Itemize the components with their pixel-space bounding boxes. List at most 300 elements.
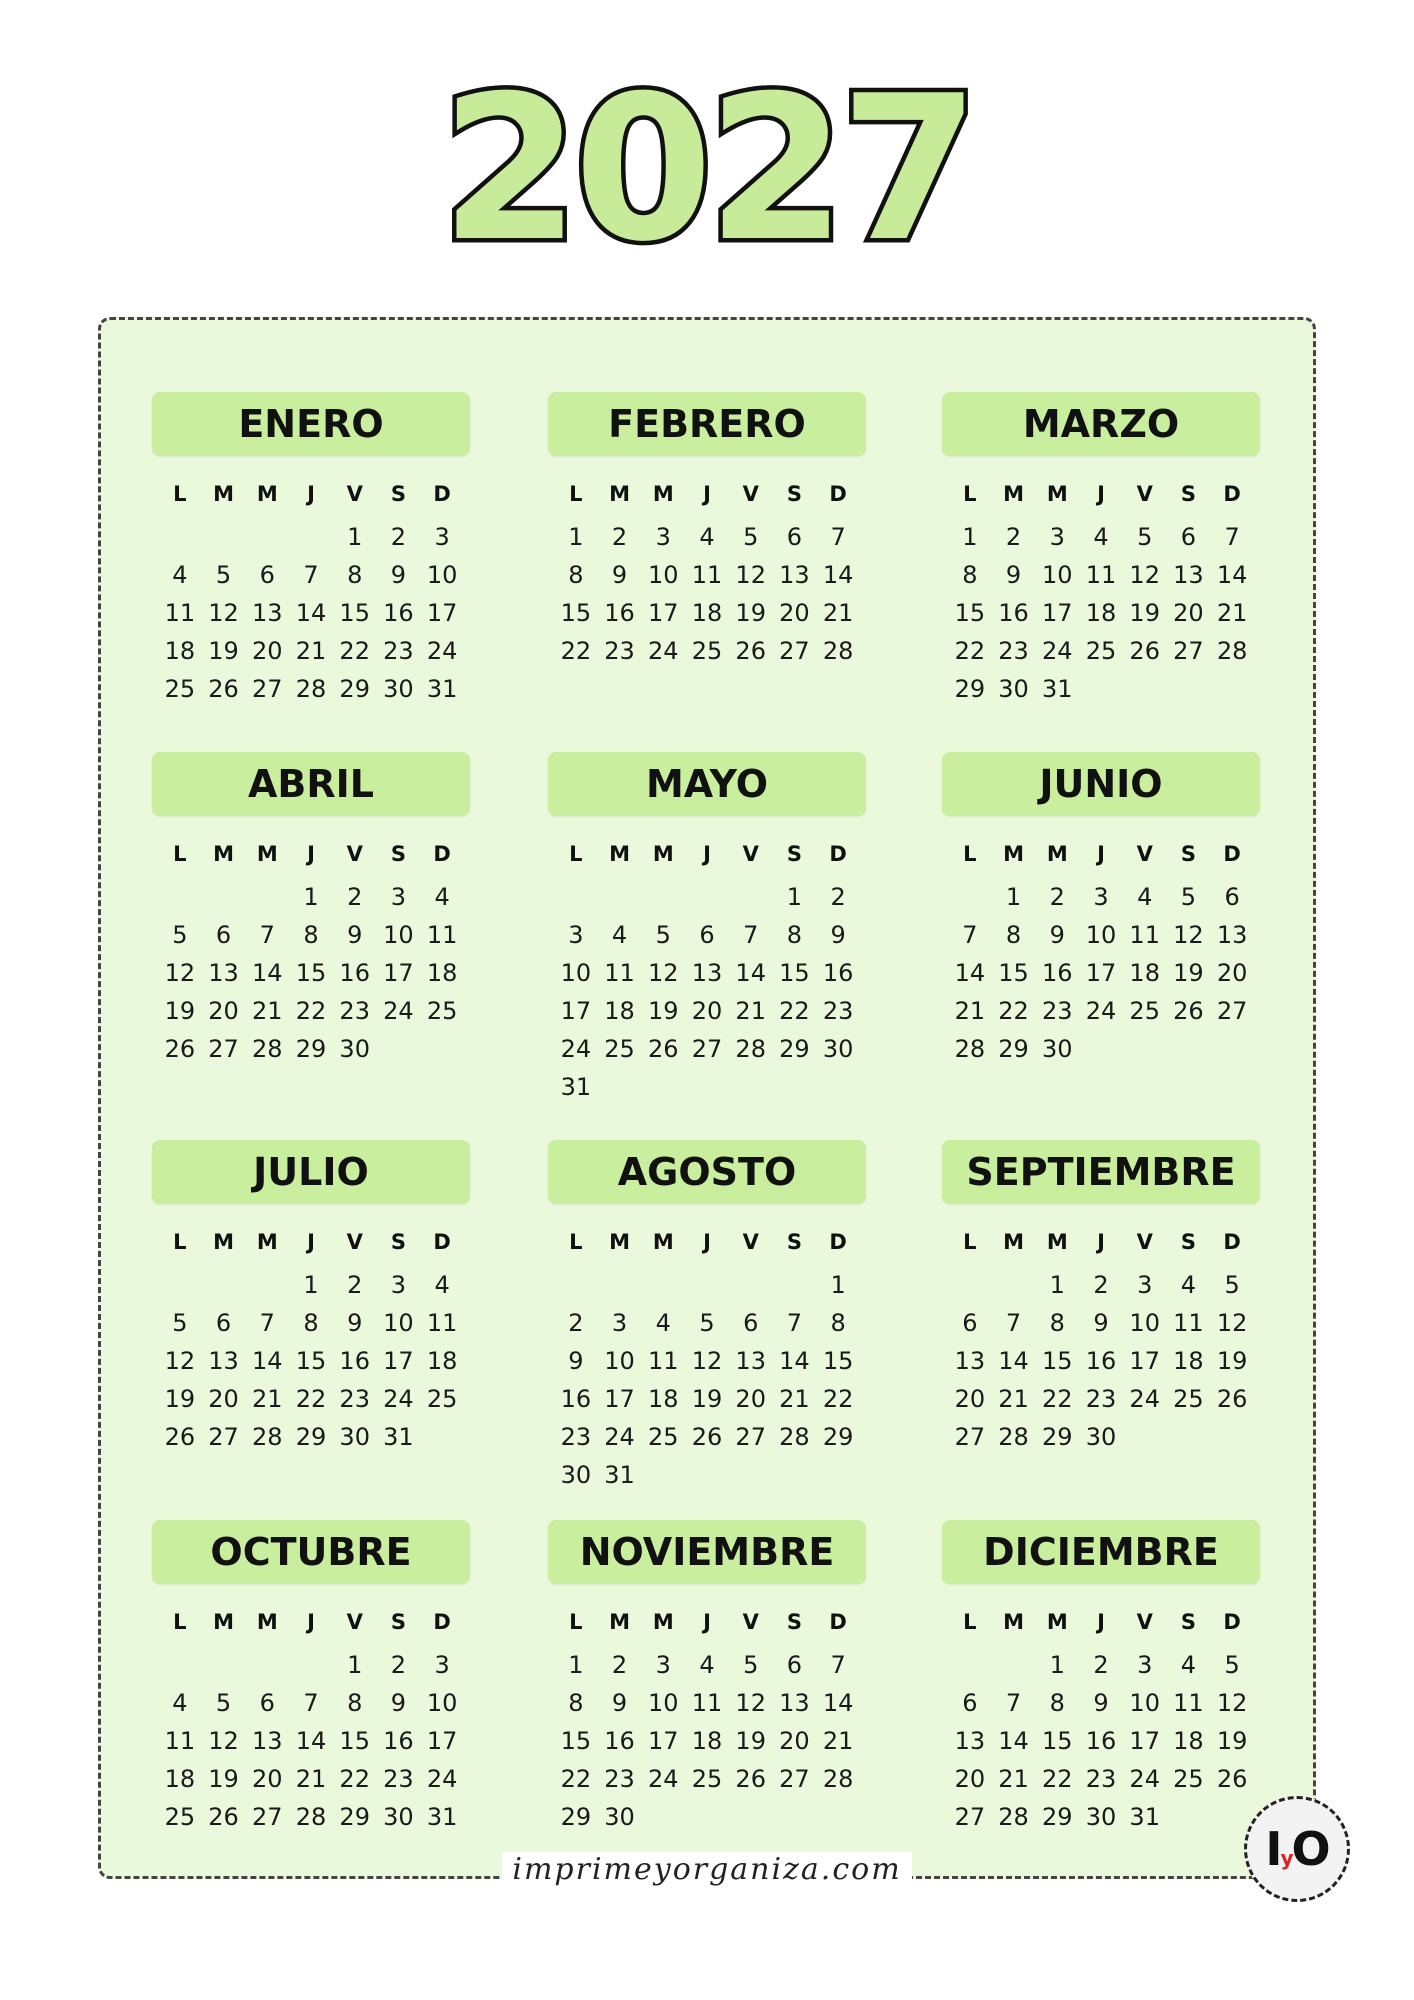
day-number: 28 [822, 637, 854, 665]
day-number: 13 [735, 1347, 766, 1375]
weekday-label: S [786, 1230, 802, 1254]
footer-url-text[interactable]: imprimeyorganiza.com [502, 1852, 911, 1887]
weekday-label: J [307, 1610, 315, 1634]
day-number: 21 [998, 1765, 1029, 1793]
day-number: 1 [568, 1651, 584, 1679]
empty-day-cell [158, 880, 202, 914]
empty-day-cell [598, 1268, 642, 1302]
day-number: 10 [1129, 1689, 1160, 1717]
day-number: 19 [164, 1385, 196, 1413]
day-number: 27 [779, 637, 810, 665]
day-number: 1 [1005, 883, 1022, 911]
day-number: 27 [954, 1423, 986, 1451]
day-number: 5 [215, 1689, 232, 1717]
month-agosto [548, 1140, 866, 1492]
day-number: 3 [1137, 1651, 1153, 1679]
weekday-label: D [1223, 1610, 1241, 1634]
weekday-label: D [433, 1610, 451, 1634]
day-number: 16 [339, 1347, 370, 1375]
weekday-label: M [1003, 1230, 1025, 1254]
empty-day-cell [729, 1268, 773, 1302]
weekday-label: M [1003, 1610, 1025, 1634]
weekday-label: V [346, 842, 363, 866]
day-number: 9 [1005, 561, 1022, 589]
day-number: 25 [164, 1803, 196, 1831]
weekday-label: L [963, 1610, 977, 1634]
day-number: 25 [1173, 1385, 1204, 1413]
empty-day-cell [992, 1648, 1036, 1682]
day-number: 12 [1216, 1309, 1248, 1337]
day-number: 12 [735, 1689, 766, 1717]
day-number: 16 [1042, 959, 1073, 987]
day-number: 15 [560, 599, 592, 627]
weekday-label: L [569, 482, 583, 506]
weekday-label: S [1180, 1230, 1196, 1254]
day-number: 23 [604, 1765, 635, 1793]
day-number: 6 [1224, 883, 1240, 911]
day-number: 6 [743, 1309, 759, 1337]
weekday-label: J [703, 842, 711, 866]
month-name: NOVIEMBRE [548, 1520, 866, 1584]
day-number: 13 [1216, 921, 1248, 949]
day-number: 28 [295, 1803, 327, 1831]
empty-day-cell [245, 520, 289, 554]
day-number: 25 [164, 675, 196, 703]
day-number: 12 [735, 561, 766, 589]
day-number: 15 [295, 959, 327, 987]
day-number: 1 [347, 1651, 363, 1679]
day-number: 25 [426, 1385, 458, 1413]
day-number: 10 [604, 1347, 635, 1375]
day-number: 16 [383, 1727, 414, 1755]
day-number: 11 [691, 561, 723, 589]
weekday-label: J [1097, 1610, 1105, 1634]
day-number: 24 [426, 637, 458, 665]
weekday-label: L [569, 1610, 583, 1634]
weekday-header-row [152, 1230, 470, 1254]
day-number: 30 [339, 1035, 370, 1063]
day-number: 13 [1173, 561, 1204, 589]
empty-day-cell [202, 520, 246, 554]
day-number: 21 [998, 1385, 1029, 1413]
day-number: 17 [383, 959, 414, 987]
day-number: 22 [560, 637, 592, 665]
day-number: 5 [1180, 883, 1197, 911]
weekday-label: M [213, 482, 235, 506]
day-number: 7 [1005, 1309, 1022, 1337]
day-number: 14 [295, 599, 327, 627]
weekday-label: D [433, 482, 451, 506]
day-number: 24 [426, 1765, 458, 1793]
day-grid [548, 880, 866, 1104]
day-number: 8 [1005, 921, 1022, 949]
day-number: 2 [347, 1271, 363, 1299]
day-number: 6 [699, 921, 715, 949]
day-number: 20 [1173, 599, 1204, 627]
day-number: 12 [1129, 561, 1160, 589]
weekday-label: L [173, 482, 187, 506]
day-number: 7 [303, 1689, 319, 1717]
day-number: 17 [560, 997, 592, 1025]
day-number: 15 [822, 1347, 854, 1375]
day-number: 20 [735, 1385, 766, 1413]
day-number: 25 [426, 997, 458, 1025]
day-number: 15 [339, 599, 370, 627]
day-number: 18 [1173, 1727, 1204, 1755]
day-number: 13 [252, 1727, 283, 1755]
day-number: 2 [1005, 523, 1022, 551]
day-number: 27 [779, 1765, 810, 1793]
weekday-header-row [548, 1230, 866, 1254]
day-number: 5 [172, 921, 188, 949]
weekday-label: V [742, 1610, 759, 1634]
day-number: 20 [954, 1765, 986, 1793]
day-number: 20 [779, 599, 810, 627]
day-number: 14 [998, 1347, 1029, 1375]
weekday-label: L [963, 842, 977, 866]
day-number: 16 [1085, 1347, 1117, 1375]
day-number: 26 [1216, 1765, 1248, 1793]
day-number: 5 [172, 1309, 188, 1337]
day-number: 18 [604, 997, 635, 1025]
day-number: 24 [383, 997, 414, 1025]
weekday-label: M [213, 842, 235, 866]
day-number: 8 [1049, 1309, 1065, 1337]
weekday-label: J [703, 1610, 711, 1634]
day-number: 16 [1085, 1727, 1117, 1755]
weekday-label: S [390, 482, 406, 506]
day-number: 15 [560, 1727, 592, 1755]
day-number: 29 [560, 1803, 592, 1831]
day-number: 26 [648, 1035, 679, 1063]
empty-day-cell [948, 1268, 992, 1302]
day-number: 12 [1173, 921, 1204, 949]
footer-url[interactable] [0, 1852, 1414, 1887]
weekday-label: M [609, 842, 631, 866]
day-number: 24 [1129, 1765, 1160, 1793]
day-number: 4 [1180, 1651, 1197, 1679]
day-number: 13 [779, 1689, 810, 1717]
day-number: 5 [655, 921, 671, 949]
empty-day-cell [685, 880, 729, 914]
day-number: 24 [1085, 997, 1117, 1025]
weekday-label: M [652, 482, 674, 506]
day-number: 2 [568, 1309, 584, 1337]
day-number: 23 [604, 637, 635, 665]
weekday-label: V [742, 482, 759, 506]
day-number: 16 [604, 599, 635, 627]
weekday-label: J [703, 1230, 711, 1254]
day-number: 11 [691, 1689, 723, 1717]
weekday-label: M [1046, 842, 1068, 866]
day-number: 30 [1042, 1035, 1073, 1063]
day-number: 1 [1049, 1271, 1065, 1299]
weekday-label: S [1180, 482, 1196, 506]
day-number: 5 [1137, 523, 1153, 551]
day-number: 17 [1085, 959, 1117, 987]
day-number: 17 [648, 1727, 679, 1755]
day-number: 14 [295, 1727, 327, 1755]
day-number: 9 [1093, 1689, 1109, 1717]
day-number: 7 [830, 1651, 846, 1679]
day-number: 11 [164, 1727, 196, 1755]
day-number: 8 [347, 1689, 363, 1717]
weekday-label: J [307, 1230, 315, 1254]
day-number: 25 [1085, 637, 1117, 665]
day-number: 26 [208, 675, 239, 703]
day-number: 10 [1042, 561, 1073, 589]
day-number: 28 [252, 1035, 283, 1063]
day-number: 20 [779, 1727, 810, 1755]
day-number: 19 [691, 1385, 723, 1413]
weekday-label: D [829, 1230, 847, 1254]
day-number: 13 [954, 1727, 986, 1755]
day-number: 12 [648, 959, 679, 987]
empty-day-cell [948, 1648, 992, 1682]
day-number: 29 [1042, 1803, 1073, 1831]
month-enero [152, 392, 470, 706]
day-grid [152, 880, 470, 1066]
day-number: 24 [648, 1765, 679, 1793]
day-number: 24 [1042, 637, 1073, 665]
day-number: 18 [691, 599, 723, 627]
day-number: 14 [252, 1347, 283, 1375]
day-number: 9 [611, 1689, 628, 1717]
day-number: 26 [164, 1035, 196, 1063]
day-number: 2 [1093, 1271, 1109, 1299]
weekday-label: L [569, 1230, 583, 1254]
weekday-header-row [942, 842, 1260, 866]
day-number: 1 [303, 1271, 319, 1299]
day-number: 10 [426, 1689, 458, 1717]
brand-logo: IyO [1244, 1796, 1350, 1902]
day-number: 21 [252, 997, 283, 1025]
day-number: 5 [1224, 1271, 1240, 1299]
empty-day-cell [202, 880, 246, 914]
day-number: 28 [998, 1423, 1029, 1451]
month-noviembre [548, 1520, 866, 1834]
weekday-label: L [173, 842, 187, 866]
day-number: 31 [1129, 1803, 1160, 1831]
day-number: 30 [383, 675, 414, 703]
day-number: 28 [295, 675, 327, 703]
day-number: 23 [383, 1765, 414, 1793]
day-number: 17 [383, 1347, 414, 1375]
day-number: 24 [560, 1035, 592, 1063]
day-number: 7 [1224, 523, 1240, 551]
weekday-label: V [1136, 1610, 1153, 1634]
day-number: 29 [822, 1423, 854, 1451]
day-number: 10 [1129, 1309, 1160, 1337]
day-number: 20 [208, 1385, 239, 1413]
day-grid [942, 520, 1260, 706]
day-number: 31 [604, 1461, 635, 1489]
weekday-label: D [433, 842, 451, 866]
day-number: 9 [568, 1347, 584, 1375]
day-grid [152, 1648, 470, 1834]
day-number: 3 [655, 523, 671, 551]
empty-day-cell [685, 1268, 729, 1302]
day-number: 27 [252, 675, 283, 703]
weekday-label: S [786, 842, 802, 866]
day-number: 30 [1085, 1423, 1117, 1451]
month-febrero [548, 392, 866, 668]
empty-day-cell [158, 520, 202, 554]
day-number: 31 [560, 1073, 592, 1101]
day-number: 29 [779, 1035, 810, 1063]
month-name: AGOSTO [548, 1140, 866, 1204]
day-number: 29 [1042, 1423, 1073, 1451]
month-name: JUNIO [942, 752, 1260, 816]
day-number: 27 [1216, 997, 1248, 1025]
day-number: 23 [339, 1385, 370, 1413]
day-grid [942, 1648, 1260, 1834]
day-number: 4 [434, 883, 450, 911]
day-number: 22 [998, 997, 1029, 1025]
day-number: 17 [426, 599, 458, 627]
day-number: 3 [655, 1651, 671, 1679]
day-number: 18 [1129, 959, 1160, 987]
day-number: 30 [339, 1423, 370, 1451]
weekday-label: J [703, 482, 711, 506]
day-number: 25 [691, 1765, 723, 1793]
day-number: 9 [611, 561, 628, 589]
day-number: 27 [691, 1035, 723, 1063]
day-number: 2 [390, 1651, 407, 1679]
day-number: 4 [172, 1689, 188, 1717]
day-number: 25 [604, 1035, 635, 1063]
day-number: 9 [1093, 1309, 1109, 1337]
day-number: 21 [822, 599, 854, 627]
day-number: 4 [1180, 1271, 1197, 1299]
day-number: 14 [1216, 561, 1248, 589]
day-number: 3 [1049, 523, 1065, 551]
month-septiembre [942, 1140, 1260, 1454]
day-grid [548, 1268, 866, 1492]
day-number: 26 [208, 1803, 239, 1831]
day-number: 3 [1093, 883, 1109, 911]
day-number: 15 [998, 959, 1029, 987]
day-number: 2 [611, 1651, 628, 1679]
day-number: 3 [434, 1651, 450, 1679]
day-number: 1 [962, 523, 978, 551]
day-number: 3 [434, 523, 450, 551]
day-number: 27 [735, 1423, 766, 1451]
day-number: 12 [691, 1347, 723, 1375]
day-number: 22 [1042, 1765, 1073, 1793]
day-number: 19 [208, 1765, 239, 1793]
day-number: 18 [164, 1765, 196, 1793]
day-number: 20 [252, 1765, 283, 1793]
day-number: 18 [648, 1385, 679, 1413]
day-number: 23 [560, 1423, 592, 1451]
empty-day-cell [245, 1648, 289, 1682]
day-number: 22 [295, 997, 327, 1025]
weekday-label: D [829, 482, 847, 506]
day-number: 2 [347, 883, 363, 911]
day-number: 12 [164, 959, 196, 987]
day-number: 20 [252, 637, 283, 665]
day-number: 12 [208, 1727, 239, 1755]
empty-day-cell [158, 1648, 202, 1682]
day-number: 8 [962, 561, 978, 589]
day-number: 19 [1129, 599, 1160, 627]
day-number: 6 [786, 1651, 803, 1679]
day-number: 28 [1216, 637, 1248, 665]
day-number: 3 [568, 921, 584, 949]
day-number: 2 [611, 523, 628, 551]
day-number: 26 [1129, 637, 1160, 665]
day-number: 1 [830, 1271, 846, 1299]
day-number: 2 [1049, 883, 1065, 911]
day-number: 30 [560, 1461, 592, 1489]
day-number: 27 [208, 1035, 239, 1063]
weekday-label: J [1097, 1230, 1105, 1254]
weekday-label: M [1003, 842, 1025, 866]
weekday-label: V [346, 482, 363, 506]
day-number: 11 [426, 1309, 458, 1337]
month-julio [152, 1140, 470, 1454]
day-number: 22 [560, 1765, 592, 1793]
day-number: 15 [954, 599, 986, 627]
weekday-label: S [1180, 1610, 1196, 1634]
day-number: 21 [954, 997, 986, 1025]
day-number: 9 [1049, 921, 1065, 949]
day-number: 6 [215, 1309, 232, 1337]
weekday-label: M [652, 1230, 674, 1254]
day-number: 30 [822, 1035, 854, 1063]
day-number: 26 [1216, 1385, 1248, 1413]
day-number: 15 [779, 959, 810, 987]
weekday-label: S [390, 1230, 406, 1254]
day-number: 25 [691, 637, 723, 665]
day-number: 28 [779, 1423, 810, 1451]
day-grid [548, 1648, 866, 1834]
month-octubre [152, 1520, 470, 1834]
day-number: 13 [208, 959, 239, 987]
weekday-label: M [213, 1610, 235, 1634]
month-name: SEPTIEMBRE [942, 1140, 1260, 1204]
day-number: 31 [426, 675, 458, 703]
empty-day-cell [641, 1268, 685, 1302]
day-number: 22 [1042, 1385, 1073, 1413]
weekday-label: V [346, 1610, 363, 1634]
day-number: 13 [252, 599, 283, 627]
empty-day-cell [773, 1268, 817, 1302]
day-number: 31 [383, 1423, 414, 1451]
day-grid [152, 520, 470, 706]
empty-day-cell [992, 1268, 1036, 1302]
day-number: 4 [172, 561, 188, 589]
day-number: 8 [786, 921, 803, 949]
day-number: 3 [390, 883, 407, 911]
day-number: 14 [954, 959, 986, 987]
day-number: 7 [1005, 1689, 1022, 1717]
day-number: 20 [208, 997, 239, 1025]
empty-day-cell [245, 880, 289, 914]
empty-day-cell [729, 880, 773, 914]
day-number: 1 [568, 523, 584, 551]
day-number: 15 [1042, 1347, 1073, 1375]
day-number: 27 [1173, 637, 1204, 665]
day-grid [152, 1268, 470, 1454]
day-number: 15 [1042, 1727, 1073, 1755]
day-number: 6 [786, 523, 803, 551]
day-number: 16 [998, 599, 1029, 627]
weekday-label: V [742, 1230, 759, 1254]
day-number: 10 [1085, 921, 1117, 949]
day-number: 11 [604, 959, 635, 987]
